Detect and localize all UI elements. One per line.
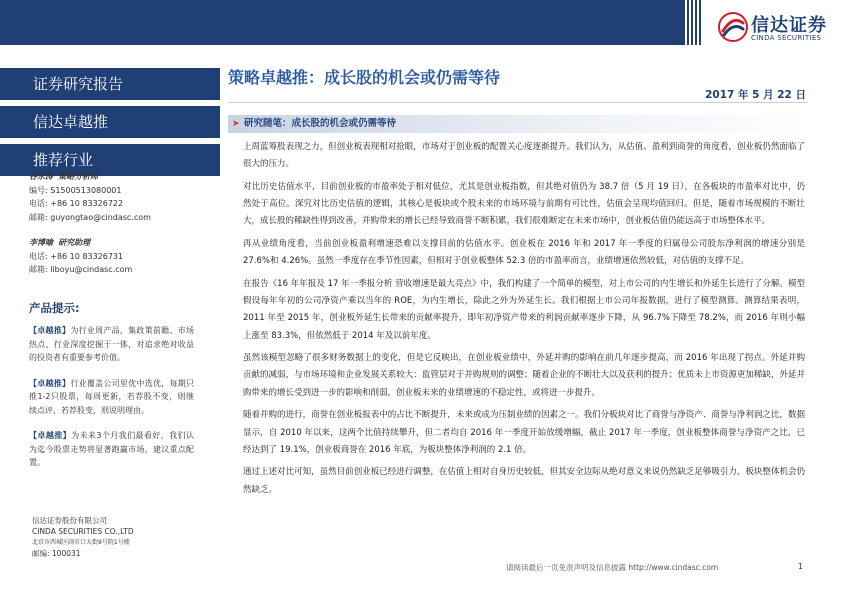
cinda-logo-icon [718,12,748,42]
analyst-1-header [29,170,194,184]
report-date: 2017 年 5 月 22 日 [705,89,806,101]
body-paragraph: 通过上述对比可知，虽然目前创业板已经进行调整，在估值上相对自身历史较低，但其安全边际从绝对意义来说仍然缺乏足够吸引力，板块整体机会仍然缺乏。 [243,467,805,495]
analyst-2-role: 研究助理 [58,238,91,247]
analyst-1-name: 谷永涛 [29,172,53,181]
section-arrow-icon: ➤ [232,119,240,129]
analyst-1-id: 编号: S1500513080001 [29,185,122,195]
product-tips-title: 产品提示: [29,301,80,315]
analyst-2-name: 李博喻 [29,238,53,247]
product-tip-2 [29,377,194,418]
analyst-2-email: 邮箱: liboyu@cindasc.com [29,265,133,274]
product-tips [29,300,194,482]
section-title: 研究随笔：成长股的机会或仍需等待 [244,118,397,129]
main-content [220,45,842,595]
logo-english-name: CINDA SECURITIES [751,34,822,42]
analyst-1-email: 邮箱: guyongtao@cindasc.com [29,212,151,222]
header-band [0,0,683,45]
title-divider [228,102,808,103]
logo-name: 信达证券 [751,15,827,36]
product-tip-label: 【卓越推】 [29,431,72,440]
analyst-2-header [29,236,194,250]
product-tip-label: 【卓越推】 [29,378,71,388]
footer-disclaimer: 请阅读最后一页免责声明及信息披露 http://www.cindasc.com [506,563,719,572]
analyst-2-phone: 电话: +86 10 83326731 [29,251,124,261]
analyst-1-role: 策略分析师 [58,172,99,181]
series-heading: 信达卓越推 [0,106,220,138]
body-paragraph: 随着并购的进行，商誉在创业板报表中的占比不断提升，未来或成为压制业绩的因素之一。我们分板块对比了商誉与净资产、商誉与净利润之比，数据显示，自 2010 年以来，这两个比值持续攀升，但二者均自 2016 年一季度开始放缓增幅，截止 2017 年一季度，创业板整体商誉与净资产之比，已经达到了 19.1%，创业板商誉在 2016 年底，为板块整体净利润的 2.1 倍。 [243,410,805,455]
report-body [243,139,805,504]
body-paragraph: 上周蓝筹股表现之力，但创业板表现相对抢眼，市场对于创业板的配置关心度逐渐提升。我们认为，从估值、盈利到商誉的角度看，创业板仍然面临了很大的压力。 [243,142,805,170]
category-heading: 推荐行业 [0,144,220,176]
section-header [228,115,808,133]
company-name-cn: 信达证券股份有限公司 [32,516,107,525]
body-paragraph: 对比历史估值水平，目前创业板的市盈率处于相对低位，尤其是创业板指数，但其绝对值仍为 38.7 倍（5 月 19 日），在各板块的市盈率对比中，仍然处于高位。深究对比历史估值的逻辑，其核心是板块或个股未来的市场环境与前期有可比性，估值会呈现均值回归。但是，随着市场规模的不断壮大，成长股的稀缺性得到改善，并购带来的增长已经导致商誉不断积累，我们很难断定在未来市场中，创业板估值仍能远高于市场整体水平。 [243,181,805,227]
cinda-logo [718,10,836,44]
report-title: 策略卓越推：成长股的机会或仍需等待 [228,68,501,87]
body-paragraph: 在报告《16 年年报及 17 年一季报分析 营收增速是最大亮点》中，我们构建了一个简单的模型，对上市公司的内生增长和外延生长进行了分解。模型假设每年年初的公司净资产乘以当年的 ROE，为内生增长，除此之外为外延生长。我们根据上市公司年报数据，进行了模型测算。测算结果表明，2011 年至 2015 年，创业板外延生长带来的贡献率提升，即年初净资产带来的利润贡献率逐步下降，从 96.7%下降至 78.2%，而 2016 年则小幅上涨至 83.3%，但依然低于 2014 年及以前年度。 [243,278,805,341]
product-tip-3 [29,429,194,470]
analyst-info [29,170,194,277]
product-tip-text: 行业覆盖公司里优中选优，每期只推1-2只股票，每周更新，若荐股不变，则继续点评，若荐股变，则说明理由。 [29,378,195,415]
product-tip-text: 为未来3个月我们最看好，我们认为迄今股票走势将显著跑赢市场，建议重点配置。 [29,431,195,467]
page-number: 1 [798,562,804,571]
product-tip-1 [29,324,194,365]
product-tip-text: 为行业周产品，集政策前瞻、市场热点、行业深度挖掘于一体，对追求绝对收益的投资者有重要参考价值。 [29,326,195,362]
body-paragraph: 虽然该模型忽略了很多财务数据上的变化，但是它反映出，在创业板业绩中，外延并购的影响在前几年逐步提高，而 2016 年出现了拐点。外延并购贡献的减弱，与市场环境和企业发展关系较大：监管层对于并购规则的调整；随着企业的不断壮大以及获利的提升；优质未上市资源更加稀缺，外延并购带来的增长受到进一步的影响和削弱，创业板未来的业绩增速的不稳定性，或将进一步提升。 [243,353,805,398]
body-paragraph: 再从业绩角度看，当前创业板盈利增速恐难以支撑目前的估值水平。创业板在 2016 年和 2017 年一季度的归属母公司股东净利润的增速分别是 27.6%和 4.26%。虽然一季度存在季节性因素，但相对于创业板整体 52.3 倍的市盈率而言，业绩增速依然较低，对估值的支撑不足。 [243,239,805,267]
company-address: 北京市西城区闹市口大街9号院1号楼 [32,539,130,546]
header-stripe [683,0,703,45]
company-postcode: 邮编: 100031 [32,549,81,558]
report-type-heading: 证券研究报告 [0,68,220,100]
product-tip-label: 【卓越推】 [29,326,71,335]
analyst-1-phone: 电话: +86 10 83326722 [29,199,124,208]
company-info [32,515,202,559]
company-name-en: CINDA SECURITIES CO.,LTD [32,527,134,536]
